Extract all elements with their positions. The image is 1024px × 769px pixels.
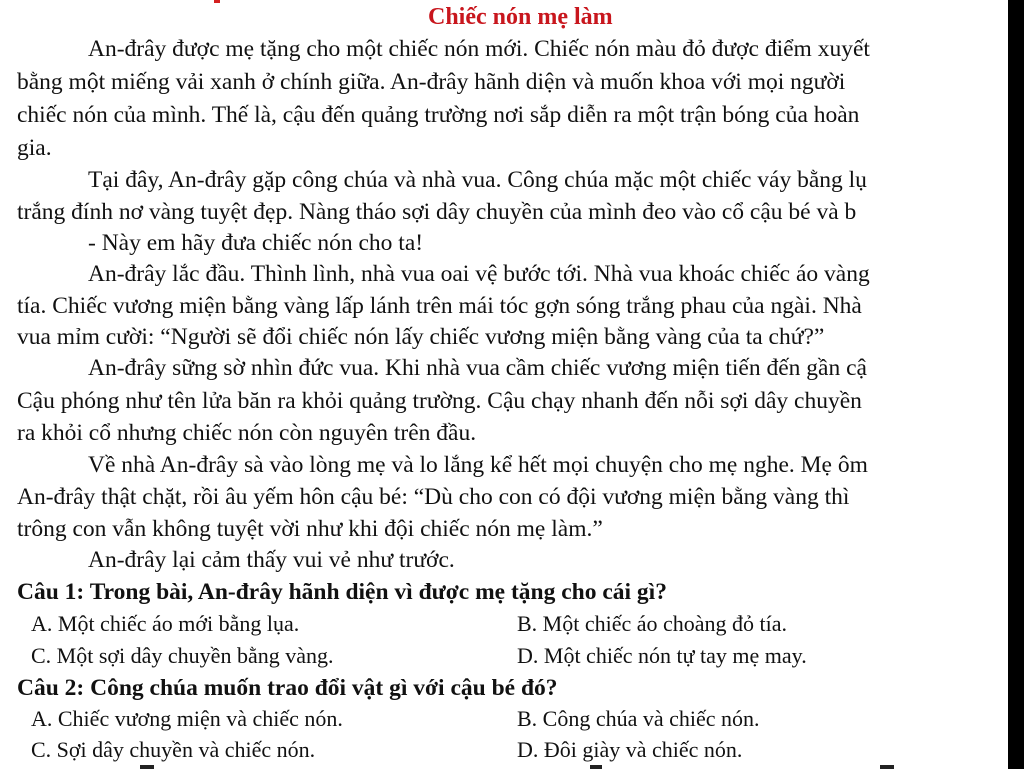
- story-line: An-đrây lắc đầu. Thình lình, nhà vua oai vệ bước tới. Nhà vua khoác chiếc áo vàng: [88, 261, 870, 287]
- story-line: trông con vẫn không tuyệt vời như khi đội chiếc nón mẹ làm.”: [17, 516, 603, 542]
- story-line: ra khỏi cổ nhưng chiếc nón còn nguyên trên đầu.: [17, 420, 477, 446]
- question-1-label: Câu 1: Trong bài, An-đrây hãnh diện vì được mẹ tặng cho cái gì?: [17, 579, 667, 605]
- story-line: Tại đây, An-đrây gặp công chúa và nhà vua. Công chúa mặc một chiếc váy bằng lụ: [88, 167, 867, 193]
- story-line: An-đrây lại cảm thấy vui vẻ như trước.: [88, 547, 455, 573]
- story-line: chiếc nón của mình. Thế là, cậu đến quảng trường nơi sắp diễn ra một trận bóng của hoàn: [17, 102, 860, 128]
- story-line: tía. Chiếc vương miện bằng vàng lấp lánh trên mái tóc gợn sóng trắng phau của ngài. Nhà: [17, 293, 862, 319]
- story-line: gia.: [17, 135, 52, 161]
- story-line: Cậu phóng như tên lửa băn ra khỏi quảng trường. Cậu chạy nhanh đến nỗi sợi dây chuyền: [17, 388, 862, 414]
- story-line: An-đrây thật chặt, rồi âu yếm hôn cậu bé: “Dù cho con có đội vương miện bằng vàng thì: [17, 484, 850, 510]
- question-2-label: Câu 2: Công chúa muốn trao đổi vật gì với cậu bé đó?: [17, 675, 558, 701]
- question-2-option-d: D. Đôi giày và chiếc nón.: [517, 737, 743, 762]
- question-1-option-b: B. Một chiếc áo choàng đỏ tía.: [517, 611, 788, 636]
- story-line: - Này em hãy đưa chiếc nón cho ta!: [88, 230, 424, 256]
- story-line: trắng đính nơ vàng tuyệt đẹp. Nàng tháo sợi dây chuyền của mình đeo vào cổ cậu bé và b: [17, 199, 857, 225]
- story-line: An-đrây sững sờ nhìn đức vua. Khi nhà vua cầm chiếc vương miện tiến đến gần cậ: [88, 355, 867, 381]
- story-line: An-đrây được mẹ tặng cho một chiếc nón mới. Chiếc nón màu đỏ được điểm xuyết: [88, 36, 870, 62]
- question-1-option-a: A. Một chiếc áo mới bằng lụa.: [31, 611, 300, 636]
- question-2-option-c: C. Sợi dây chuyền và chiếc nón.: [31, 737, 316, 762]
- story-line: Về nhà An-đrây sà vào lòng mẹ và lo lắng kể hết mọi chuyện cho mẹ nghe. Mẹ ôm: [88, 452, 868, 478]
- red-mark: [214, 0, 220, 3]
- story-line: bằng một miếng vải xanh ở chính giữa. An-đrây hãnh diện và muốn khoa với mọi người: [17, 69, 846, 95]
- question-2-option-a: A. Chiếc vương miện và chiếc nón.: [31, 706, 343, 731]
- question-1-option-d: D. Một chiếc nón tự tay mẹ may.: [517, 643, 807, 668]
- question-1-option-c: C. Một sợi dây chuyền bằng vàng.: [31, 643, 334, 668]
- bottom-edge-mark: [140, 765, 154, 769]
- story-line: vua mỉm cười: “Người sẽ đổi chiếc nón lấy chiếc vương miện bằng vàng của ta chứ?”: [17, 324, 825, 350]
- question-2-option-b: B. Công chúa và chiếc nón.: [517, 706, 760, 731]
- bottom-edge-mark: [880, 765, 894, 769]
- story-title: Chiếc nón mẹ làm: [428, 4, 613, 30]
- bottom-edge-mark: [590, 765, 602, 769]
